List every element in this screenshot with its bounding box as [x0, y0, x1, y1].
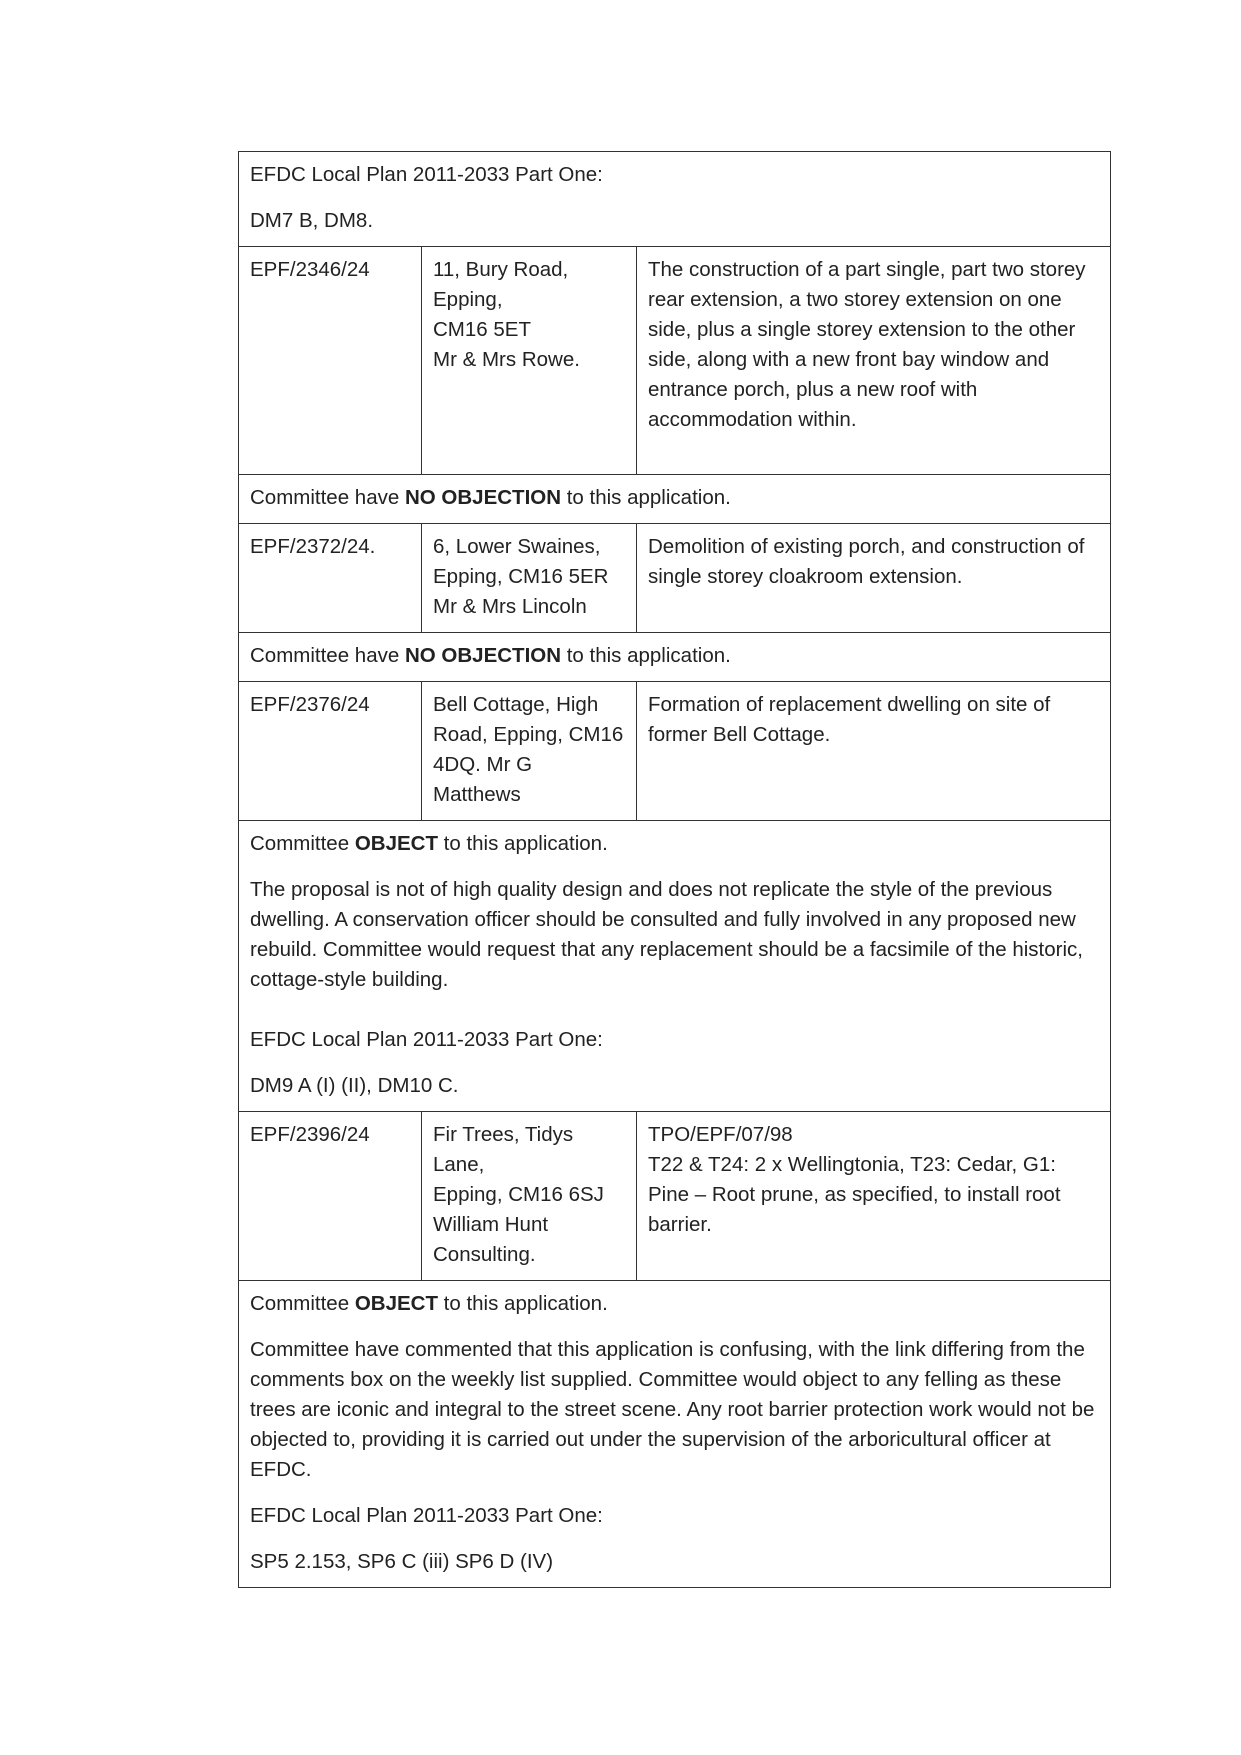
policy-references: DM7 B, DM8. — [250, 209, 374, 232]
address-line: William Hunt — [433, 1213, 549, 1236]
decision-row — [239, 633, 1111, 682]
application-description: Formation of replacement dwelling on site of former Bell Cottage. — [637, 682, 1111, 821]
decision-suffix: to this application. — [443, 1292, 608, 1315]
intro-cell — [239, 152, 1111, 247]
committee-comment: The proposal is not of high quality design and does not replicate the style of the previous dwelling. A conservation officer should be consulted and fully involved in any proposed new rebuild. Committee would request that any replacement should be a facsimile of the historic, cottage-style building. — [250, 878, 1083, 991]
application-row — [239, 682, 1111, 821]
application-reference: EPF/2346/24 — [239, 247, 422, 475]
committee-comment: Committee have commented that this application is confusing, with the link differing from the comments box on the weekly list supplied. Committee would object to any felling as these trees are iconic and integral to the street scene. Any root barrier protection work would not be objected to, providing it is carried out under the supervision of the arboricultural officer at EFDC. — [250, 1338, 1095, 1481]
application-description — [637, 1112, 1111, 1281]
application-description: The construction of a part single, part two storey rear extension, a two storey extension on one side, plus a single storey extension to the other side, along with a new front bay window and entrance porch, plus a new roof with accommodation within. — [637, 247, 1111, 475]
address-line: 6, Lower Swaines, — [433, 535, 601, 558]
planning-applications-table — [238, 151, 1111, 1588]
decision-status: OBJECT — [354, 832, 438, 855]
application-row — [239, 1112, 1111, 1281]
address-line: 11, Bury Road, Epping, — [433, 258, 569, 311]
application-row — [239, 247, 1111, 475]
local-plan-heading: EFDC Local Plan 2011-2033 Part One: — [250, 1028, 603, 1051]
decision-row — [239, 821, 1111, 1112]
application-address — [422, 682, 637, 821]
address-line: Bell Cottage, High — [433, 693, 599, 716]
address-line: CM16 5ET — [433, 318, 531, 341]
decision-status: NO OBJECTION — [404, 486, 562, 509]
application-description: Demolition of existing porch, and construction of single storey cloakroom extension. — [637, 524, 1111, 633]
decision-prefix: Committee — [250, 832, 350, 855]
decision-line — [250, 829, 1099, 859]
application-reference: EPF/2376/24 — [239, 682, 422, 821]
decision-suffix: to this application. — [566, 644, 731, 667]
decision-status: OBJECT — [354, 1292, 438, 1315]
planning-applications-page — [238, 151, 1111, 1588]
decision-suffix: to this application. — [566, 486, 731, 509]
policy-references: SP5 2.153, SP6 C (iii) SP6 D (IV) — [250, 1550, 554, 1573]
local-plan-heading: EFDC Local Plan 2011-2033 Part One: — [250, 1504, 603, 1527]
address-line: Mr & Mrs Rowe. — [433, 348, 580, 371]
decision-prefix: Committee — [250, 1292, 350, 1315]
decision-row — [239, 1281, 1111, 1588]
address-line: Mr & Mrs Lincoln — [433, 595, 587, 618]
decision-row — [239, 475, 1111, 524]
application-address — [422, 1112, 637, 1281]
decision-prefix: Committee have — [250, 644, 400, 667]
intro-row — [239, 152, 1111, 247]
application-row — [239, 524, 1111, 633]
tpo-reference: TPO/EPF/07/98 — [648, 1123, 793, 1146]
decision-cell — [239, 475, 1111, 524]
address-line: 4DQ. Mr G Matthews — [433, 753, 533, 806]
address-line: Epping, CM16 5ER — [433, 565, 609, 588]
local-plan-heading: EFDC Local Plan 2011-2033 Part One: — [250, 163, 603, 186]
address-line: Epping, CM16 6SJ — [433, 1183, 604, 1206]
decision-line — [250, 1289, 1099, 1319]
application-reference: EPF/2396/24 — [239, 1112, 422, 1281]
application-reference: EPF/2372/24. — [239, 524, 422, 633]
policy-references: DM9 A (I) (II), DM10 C. — [250, 1074, 459, 1097]
decision-status: NO OBJECTION — [404, 644, 562, 667]
decision-prefix: Committee have — [250, 486, 400, 509]
decision-cell — [239, 1281, 1111, 1588]
blank-spacer — [250, 995, 1099, 1025]
decision-cell — [239, 821, 1111, 1112]
works-description: T22 & T24: 2 x Wellingtonia, T23: Cedar, G1: Pine – Root prune, as specified, to install root barrier. — [648, 1153, 1061, 1236]
application-address — [422, 524, 637, 633]
decision-suffix: to this application. — [443, 832, 608, 855]
address-line: Fir Trees, Tidys Lane, — [433, 1123, 574, 1176]
decision-cell — [239, 633, 1111, 682]
address-line: Road, Epping, CM16 — [433, 723, 624, 746]
address-line: Consulting. — [433, 1243, 536, 1266]
application-address — [422, 247, 637, 475]
